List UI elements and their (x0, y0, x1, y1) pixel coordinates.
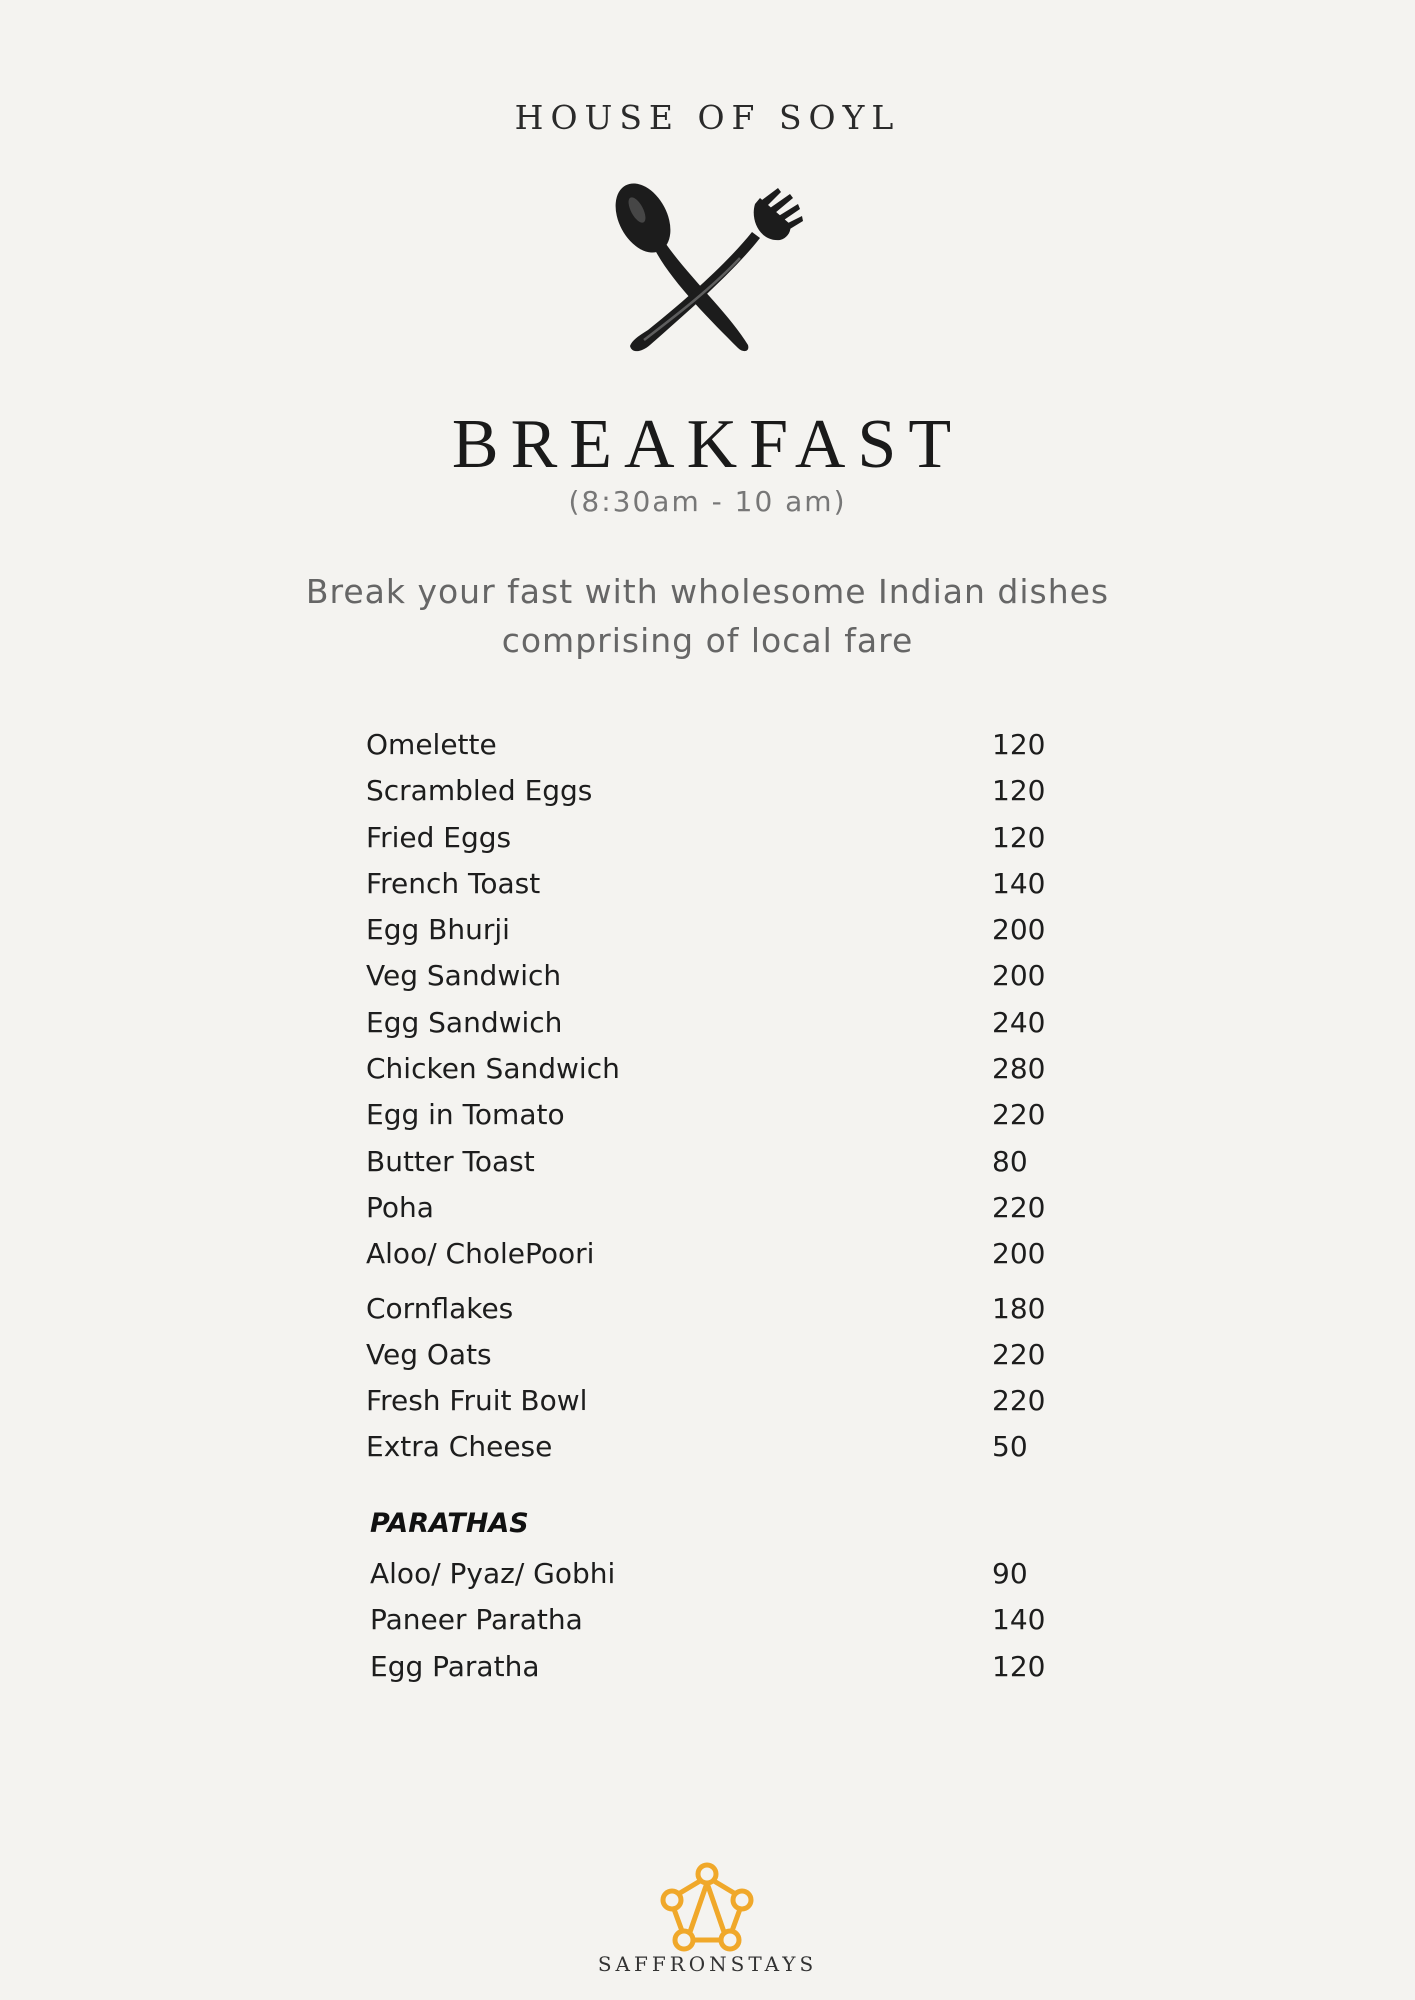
menu-item-name: Aloo/ CholePoori (366, 1237, 595, 1271)
menu-item-price: 120 (992, 820, 1046, 854)
menu-title: BREAKFAST (451, 406, 964, 483)
menu-item (366, 1424, 1066, 1470)
menu-item (370, 1644, 1070, 1690)
menu-item-price: 220 (992, 1190, 1046, 1224)
menu-item (370, 1597, 1070, 1643)
brand-name: HOUSE OF SOYL (514, 98, 901, 137)
parathas-heading: PARATHAS (370, 1508, 529, 1539)
menu-item-name: Egg Sandwich (366, 1005, 563, 1039)
menu-item (366, 861, 1066, 907)
menu-item-name: Cornflakes (366, 1291, 514, 1325)
menu-item (366, 1332, 1066, 1378)
menu-tagline (0, 567, 1415, 665)
menu-item-name: Egg in Tomato (366, 1098, 565, 1132)
menu-item-name: Aloo/ Pyaz/ Gobhi (370, 1557, 616, 1590)
menu-item (366, 953, 1066, 999)
menu-item-price: 180 (992, 1291, 1046, 1325)
menu-item-name: Extra Cheese (366, 1430, 553, 1464)
menu-item (366, 1046, 1066, 1092)
menu-item-price: 120 (992, 1649, 1046, 1683)
saffronstays-logo-text: SAFFRONSTAYS (597, 1952, 818, 1976)
menu-item-price: 200 (992, 959, 1046, 993)
menu-item-price: 220 (992, 1337, 1046, 1371)
menu-item-price: 120 (992, 774, 1046, 808)
menu-item (366, 1092, 1066, 1138)
menu-item-name: Egg Bhurji (366, 913, 510, 947)
menu-item (366, 722, 1066, 768)
tagline-line-1: Break your fast with wholesome Indian dishes (305, 572, 1110, 611)
menu-item-price: 280 (992, 1052, 1046, 1086)
serving-hours: (8:30am - 10 am) (568, 485, 847, 518)
menu-item-name: Egg Paratha (370, 1649, 540, 1683)
menu-item-name: Scrambled Eggs (366, 774, 593, 808)
menu-item-price: 200 (992, 913, 1046, 947)
menu-item (366, 1378, 1066, 1424)
menu-item (366, 768, 1066, 814)
menu-item (370, 1551, 1070, 1597)
menu-item-name: Fried Eggs (366, 820, 512, 854)
menu-item (366, 907, 1066, 953)
menu-item-price: 50 (992, 1430, 1028, 1464)
menu-item-name: Fresh Fruit Bowl (366, 1384, 588, 1418)
parathas-menu-list (370, 1551, 1070, 1690)
menu-item-price: 90 (992, 1557, 1028, 1590)
menu-item-price: 220 (992, 1098, 1046, 1132)
menu-item-name: Omelette (366, 728, 497, 761)
menu-item (366, 1286, 1066, 1332)
menu-item-price: 120 (992, 728, 1046, 761)
menu-item-name: Veg Oats (366, 1337, 492, 1371)
menu-item-price: 240 (992, 1005, 1046, 1039)
menu-item (366, 1000, 1066, 1046)
menu-item-price: 200 (992, 1237, 1046, 1271)
menu-item (366, 815, 1066, 861)
menu-item-name: Butter Toast (366, 1144, 535, 1178)
breakfast-menu-list (366, 722, 1066, 1471)
menu-item-name: Chicken Sandwich (366, 1052, 620, 1086)
menu-item-name: Poha (366, 1190, 434, 1224)
menu-item (366, 1185, 1066, 1231)
saffronstays-logo-icon (660, 1862, 754, 1954)
tagline-line-2: comprising of local fare (501, 621, 914, 660)
menu-item-name: French Toast (366, 866, 541, 900)
menu-item-price: 220 (992, 1384, 1046, 1418)
menu-item-name: Paneer Paratha (370, 1603, 583, 1637)
menu-item-name: Veg Sandwich (366, 959, 562, 993)
menu-item (366, 1139, 1066, 1185)
menu-item-price: 140 (992, 1603, 1046, 1637)
spoon-and-fork-icon (610, 180, 810, 365)
menu-item (366, 1231, 1066, 1277)
menu-item-price: 80 (992, 1144, 1028, 1178)
menu-item-price: 140 (992, 866, 1046, 900)
